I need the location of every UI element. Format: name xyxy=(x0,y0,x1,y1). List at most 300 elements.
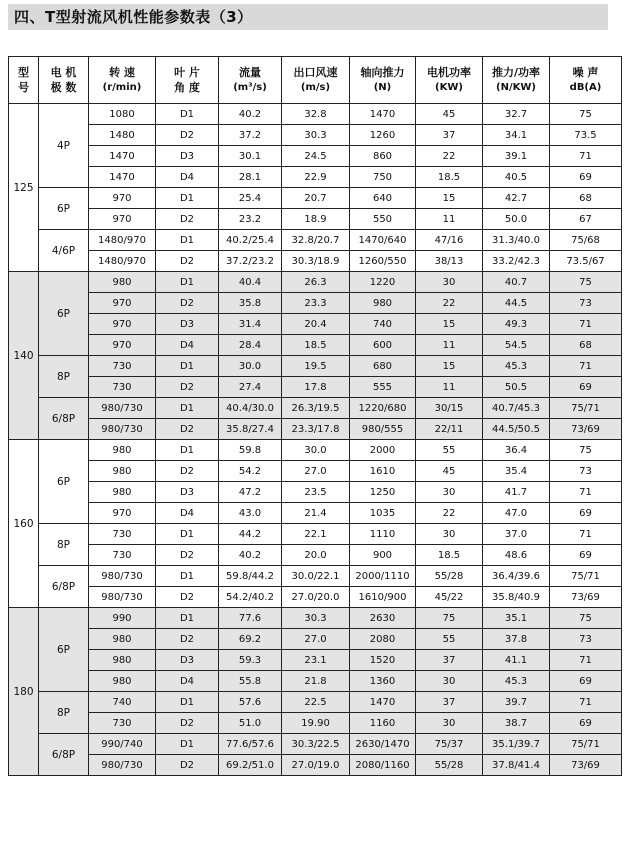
flow-cell: 30.1 xyxy=(219,146,282,167)
header-poles: 电 机 极 数 xyxy=(39,57,89,104)
ratio-cell: 39.7 xyxy=(483,692,550,713)
speed-cell: 980/730 xyxy=(89,419,156,440)
thrust-cell: 550 xyxy=(350,209,416,230)
poles-cell: 6/8P xyxy=(39,398,89,440)
thrust-cell: 600 xyxy=(350,335,416,356)
flow-cell: 40.4 xyxy=(219,272,282,293)
speed-cell: 980/730 xyxy=(89,398,156,419)
thrust-cell: 1250 xyxy=(350,482,416,503)
speed-cell: 970 xyxy=(89,503,156,524)
ratio-cell: 32.7 xyxy=(483,104,550,125)
speed-cell: 980 xyxy=(89,272,156,293)
speed-cell: 980 xyxy=(89,461,156,482)
angle-cell: D1 xyxy=(156,356,219,377)
velocity-cell: 27.0 xyxy=(282,629,350,650)
thrust-cell: 2000 xyxy=(350,440,416,461)
speed-cell: 1480/970 xyxy=(89,230,156,251)
ratio-cell: 41.7 xyxy=(483,482,550,503)
noise-cell: 69 xyxy=(550,167,622,188)
speed-cell: 980 xyxy=(89,671,156,692)
angle-cell: D2 xyxy=(156,755,219,776)
thrust-cell: 1220 xyxy=(350,272,416,293)
power-cell: 18.5 xyxy=(416,545,483,566)
angle-cell: D2 xyxy=(156,419,219,440)
angle-cell: D1 xyxy=(156,272,219,293)
angle-cell: D4 xyxy=(156,335,219,356)
flow-cell: 69.2 xyxy=(219,629,282,650)
header-noise: 噪 声 dB(A) xyxy=(550,57,622,104)
table-row xyxy=(9,524,622,545)
table-row xyxy=(9,398,622,419)
thrust-cell: 1260/550 xyxy=(350,251,416,272)
flow-cell: 28.4 xyxy=(219,335,282,356)
speed-cell: 970 xyxy=(89,335,156,356)
angle-cell: D1 xyxy=(156,734,219,755)
angle-cell: D2 xyxy=(156,629,219,650)
velocity-cell: 30.3/22.5 xyxy=(282,734,350,755)
velocity-cell: 23.3/17.8 xyxy=(282,419,350,440)
flow-cell: 40.2 xyxy=(219,104,282,125)
table-row xyxy=(9,503,622,524)
power-cell: 30 xyxy=(416,713,483,734)
power-cell: 75/37 xyxy=(416,734,483,755)
power-cell: 15 xyxy=(416,188,483,209)
angle-cell: D1 xyxy=(156,104,219,125)
speed-cell: 730 xyxy=(89,377,156,398)
angle-cell: D4 xyxy=(156,167,219,188)
velocity-cell: 19.90 xyxy=(282,713,350,734)
thrust-cell: 1470 xyxy=(350,692,416,713)
power-cell: 22 xyxy=(416,293,483,314)
noise-cell: 73 xyxy=(550,629,622,650)
flow-cell: 54.2 xyxy=(219,461,282,482)
speed-cell: 1470 xyxy=(89,167,156,188)
velocity-cell: 21.4 xyxy=(282,503,350,524)
angle-cell: D3 xyxy=(156,314,219,335)
power-cell: 22 xyxy=(416,146,483,167)
table-row xyxy=(9,356,622,377)
thrust-cell: 1160 xyxy=(350,713,416,734)
speed-cell: 990/740 xyxy=(89,734,156,755)
table-row xyxy=(9,734,622,755)
angle-cell: D2 xyxy=(156,713,219,734)
flow-cell: 51.0 xyxy=(219,713,282,734)
angle-cell: D1 xyxy=(156,608,219,629)
velocity-cell: 23.5 xyxy=(282,482,350,503)
header-angle: 叶 片 角 度 xyxy=(156,57,219,104)
table-row xyxy=(9,167,622,188)
speed-cell: 1470 xyxy=(89,146,156,167)
page-title: 四、T型射流风机性能参数表（3） xyxy=(8,4,608,30)
power-cell: 37 xyxy=(416,125,483,146)
noise-cell: 69 xyxy=(550,671,622,692)
noise-cell: 69 xyxy=(550,713,622,734)
header-flow: 流量 (m³/s) xyxy=(219,57,282,104)
ratio-cell: 36.4 xyxy=(483,440,550,461)
table-row xyxy=(9,377,622,398)
angle-cell: D2 xyxy=(156,251,219,272)
model-cell: 140 xyxy=(9,272,39,440)
speed-cell: 730 xyxy=(89,524,156,545)
ratio-cell: 40.7 xyxy=(483,272,550,293)
speed-cell: 980 xyxy=(89,650,156,671)
velocity-cell: 27.0/19.0 xyxy=(282,755,350,776)
angle-cell: D3 xyxy=(156,650,219,671)
flow-cell: 59.8 xyxy=(219,440,282,461)
angle-cell: D1 xyxy=(156,566,219,587)
power-cell: 30/15 xyxy=(416,398,483,419)
velocity-cell: 30.3 xyxy=(282,608,350,629)
flow-cell: 37.2/23.2 xyxy=(219,251,282,272)
power-cell: 75 xyxy=(416,608,483,629)
flow-cell: 77.6 xyxy=(219,608,282,629)
speed-cell: 980/730 xyxy=(89,755,156,776)
angle-cell: D2 xyxy=(156,209,219,230)
table-row xyxy=(9,293,622,314)
power-cell: 37 xyxy=(416,692,483,713)
ratio-cell: 47.0 xyxy=(483,503,550,524)
velocity-cell: 19.5 xyxy=(282,356,350,377)
ratio-cell: 44.5/50.5 xyxy=(483,419,550,440)
angle-cell: D2 xyxy=(156,461,219,482)
noise-cell: 73/69 xyxy=(550,755,622,776)
table-row xyxy=(9,209,622,230)
power-cell: 15 xyxy=(416,356,483,377)
ratio-cell: 31.3/40.0 xyxy=(483,230,550,251)
model-cell: 180 xyxy=(9,608,39,776)
thrust-cell: 900 xyxy=(350,545,416,566)
speed-cell: 980 xyxy=(89,440,156,461)
noise-cell: 71 xyxy=(550,314,622,335)
ratio-cell: 42.7 xyxy=(483,188,550,209)
noise-cell: 73 xyxy=(550,293,622,314)
ratio-cell: 44.5 xyxy=(483,293,550,314)
table-row xyxy=(9,188,622,209)
speed-cell: 970 xyxy=(89,314,156,335)
ratio-cell: 37.8 xyxy=(483,629,550,650)
noise-cell: 69 xyxy=(550,545,622,566)
power-cell: 22/11 xyxy=(416,419,483,440)
angle-cell: D1 xyxy=(156,524,219,545)
noise-cell: 71 xyxy=(550,482,622,503)
angle-cell: D4 xyxy=(156,503,219,524)
flow-cell: 47.2 xyxy=(219,482,282,503)
flow-cell: 37.2 xyxy=(219,125,282,146)
ratio-cell: 38.7 xyxy=(483,713,550,734)
poles-cell: 4/6P xyxy=(39,230,89,272)
poles-cell: 6/8P xyxy=(39,566,89,608)
speed-cell: 740 xyxy=(89,692,156,713)
speed-cell: 990 xyxy=(89,608,156,629)
angle-cell: D2 xyxy=(156,587,219,608)
thrust-cell: 2080 xyxy=(350,629,416,650)
velocity-cell: 30.0 xyxy=(282,440,350,461)
angle-cell: D1 xyxy=(156,398,219,419)
poles-cell: 8P xyxy=(39,356,89,398)
velocity-cell: 26.3 xyxy=(282,272,350,293)
noise-cell: 73/69 xyxy=(550,587,622,608)
poles-cell: 6P xyxy=(39,272,89,356)
thrust-cell: 1260 xyxy=(350,125,416,146)
table-row xyxy=(9,650,622,671)
thrust-cell: 680 xyxy=(350,356,416,377)
speed-cell: 980/730 xyxy=(89,587,156,608)
noise-cell: 73.5/67 xyxy=(550,251,622,272)
noise-cell: 73/69 xyxy=(550,419,622,440)
noise-cell: 75 xyxy=(550,272,622,293)
performance-table xyxy=(8,56,622,776)
power-cell: 18.5 xyxy=(416,167,483,188)
noise-cell: 69 xyxy=(550,377,622,398)
speed-cell: 980/730 xyxy=(89,566,156,587)
speed-cell: 730 xyxy=(89,356,156,377)
noise-cell: 75/71 xyxy=(550,566,622,587)
thrust-cell: 1610/900 xyxy=(350,587,416,608)
speed-cell: 980 xyxy=(89,482,156,503)
power-cell: 11 xyxy=(416,377,483,398)
table-row xyxy=(9,608,622,629)
velocity-cell: 30.3/18.9 xyxy=(282,251,350,272)
ratio-cell: 40.7/45.3 xyxy=(483,398,550,419)
noise-cell: 67 xyxy=(550,209,622,230)
ratio-cell: 34.1 xyxy=(483,125,550,146)
poles-cell: 6P xyxy=(39,188,89,230)
poles-cell: 6P xyxy=(39,440,89,524)
power-cell: 22 xyxy=(416,503,483,524)
table-row xyxy=(9,230,622,251)
noise-cell: 75/71 xyxy=(550,398,622,419)
angle-cell: D2 xyxy=(156,125,219,146)
flow-cell: 31.4 xyxy=(219,314,282,335)
table-row xyxy=(9,104,622,125)
flow-cell: 59.8/44.2 xyxy=(219,566,282,587)
velocity-cell: 22.9 xyxy=(282,167,350,188)
power-cell: 45 xyxy=(416,104,483,125)
table-row xyxy=(9,419,622,440)
ratio-cell: 37.8/41.4 xyxy=(483,755,550,776)
table-row xyxy=(9,713,622,734)
noise-cell: 75 xyxy=(550,608,622,629)
power-cell: 30 xyxy=(416,272,483,293)
velocity-cell: 20.7 xyxy=(282,188,350,209)
thrust-cell: 860 xyxy=(350,146,416,167)
noise-cell: 75 xyxy=(550,440,622,461)
noise-cell: 73.5 xyxy=(550,125,622,146)
velocity-cell: 26.3/19.5 xyxy=(282,398,350,419)
header-power: 电机功率 (KW) xyxy=(416,57,483,104)
power-cell: 38/13 xyxy=(416,251,483,272)
flow-cell: 23.2 xyxy=(219,209,282,230)
velocity-cell: 18.9 xyxy=(282,209,350,230)
angle-cell: D1 xyxy=(156,440,219,461)
header-model: 型 号 xyxy=(9,57,39,104)
noise-cell: 71 xyxy=(550,650,622,671)
power-cell: 30 xyxy=(416,524,483,545)
flow-cell: 54.2/40.2 xyxy=(219,587,282,608)
thrust-cell: 980/555 xyxy=(350,419,416,440)
noise-cell: 69 xyxy=(550,503,622,524)
thrust-cell: 1035 xyxy=(350,503,416,524)
table-row xyxy=(9,482,622,503)
thrust-cell: 750 xyxy=(350,167,416,188)
table-row xyxy=(9,629,622,650)
model-group-140 xyxy=(9,272,622,440)
table-row xyxy=(9,272,622,293)
speed-cell: 970 xyxy=(89,293,156,314)
table-row xyxy=(9,251,622,272)
model-cell: 160 xyxy=(9,440,39,608)
thrust-cell: 1520 xyxy=(350,650,416,671)
thrust-cell: 640 xyxy=(350,188,416,209)
poles-cell: 6P xyxy=(39,608,89,692)
ratio-cell: 40.5 xyxy=(483,167,550,188)
poles-cell: 4P xyxy=(39,104,89,188)
thrust-cell: 740 xyxy=(350,314,416,335)
ratio-cell: 35.1 xyxy=(483,608,550,629)
thrust-cell: 1110 xyxy=(350,524,416,545)
thrust-cell: 1470 xyxy=(350,104,416,125)
angle-cell: D1 xyxy=(156,188,219,209)
velocity-cell: 30.0/22.1 xyxy=(282,566,350,587)
ratio-cell: 48.6 xyxy=(483,545,550,566)
thrust-cell: 2630/1470 xyxy=(350,734,416,755)
flow-cell: 55.8 xyxy=(219,671,282,692)
ratio-cell: 39.1 xyxy=(483,146,550,167)
noise-cell: 75/71 xyxy=(550,734,622,755)
table-row xyxy=(9,671,622,692)
speed-cell: 1080 xyxy=(89,104,156,125)
angle-cell: D3 xyxy=(156,482,219,503)
power-cell: 45 xyxy=(416,461,483,482)
velocity-cell: 27.0 xyxy=(282,461,350,482)
speed-cell: 730 xyxy=(89,713,156,734)
velocity-cell: 23.3 xyxy=(282,293,350,314)
ratio-cell: 41.1 xyxy=(483,650,550,671)
model-group-125 xyxy=(9,104,622,272)
flow-cell: 59.3 xyxy=(219,650,282,671)
table-row xyxy=(9,125,622,146)
table-row xyxy=(9,440,622,461)
flow-cell: 40.2 xyxy=(219,545,282,566)
thrust-cell: 1360 xyxy=(350,671,416,692)
power-cell: 11 xyxy=(416,209,483,230)
ratio-cell: 45.3 xyxy=(483,671,550,692)
power-cell: 11 xyxy=(416,335,483,356)
noise-cell: 71 xyxy=(550,692,622,713)
thrust-cell: 1470/640 xyxy=(350,230,416,251)
thrust-cell: 1220/680 xyxy=(350,398,416,419)
thrust-cell: 2080/1160 xyxy=(350,755,416,776)
header-row xyxy=(9,57,622,104)
thrust-cell: 1610 xyxy=(350,461,416,482)
flow-cell: 69.2/51.0 xyxy=(219,755,282,776)
ratio-cell: 37.0 xyxy=(483,524,550,545)
power-cell: 55/28 xyxy=(416,566,483,587)
speed-cell: 1480/970 xyxy=(89,251,156,272)
noise-cell: 68 xyxy=(550,188,622,209)
angle-cell: D2 xyxy=(156,545,219,566)
table-row xyxy=(9,587,622,608)
velocity-cell: 32.8 xyxy=(282,104,350,125)
table-row xyxy=(9,146,622,167)
power-cell: 47/16 xyxy=(416,230,483,251)
flow-cell: 27.4 xyxy=(219,377,282,398)
table-row xyxy=(9,335,622,356)
velocity-cell: 17.8 xyxy=(282,377,350,398)
flow-cell: 44.2 xyxy=(219,524,282,545)
power-cell: 45/22 xyxy=(416,587,483,608)
angle-cell: D3 xyxy=(156,146,219,167)
ratio-cell: 54.5 xyxy=(483,335,550,356)
flow-cell: 30.0 xyxy=(219,356,282,377)
power-cell: 30 xyxy=(416,482,483,503)
table-row xyxy=(9,755,622,776)
speed-cell: 730 xyxy=(89,545,156,566)
poles-cell: 6/8P xyxy=(39,734,89,776)
poles-cell: 8P xyxy=(39,524,89,566)
noise-cell: 75/68 xyxy=(550,230,622,251)
ratio-cell: 36.4/39.6 xyxy=(483,566,550,587)
table-row xyxy=(9,692,622,713)
thrust-cell: 555 xyxy=(350,377,416,398)
power-cell: 37 xyxy=(416,650,483,671)
noise-cell: 71 xyxy=(550,356,622,377)
ratio-cell: 35.1/39.7 xyxy=(483,734,550,755)
velocity-cell: 32.8/20.7 xyxy=(282,230,350,251)
noise-cell: 73 xyxy=(550,461,622,482)
table-row xyxy=(9,314,622,335)
ratio-cell: 33.2/42.3 xyxy=(483,251,550,272)
ratio-cell: 35.8/40.9 xyxy=(483,587,550,608)
angle-cell: D4 xyxy=(156,671,219,692)
velocity-cell: 21.8 xyxy=(282,671,350,692)
angle-cell: D2 xyxy=(156,293,219,314)
ratio-cell: 50.5 xyxy=(483,377,550,398)
flow-cell: 28.1 xyxy=(219,167,282,188)
velocity-cell: 24.5 xyxy=(282,146,350,167)
velocity-cell: 27.0/20.0 xyxy=(282,587,350,608)
flow-cell: 40.4/30.0 xyxy=(219,398,282,419)
ratio-cell: 50.0 xyxy=(483,209,550,230)
velocity-cell: 18.5 xyxy=(282,335,350,356)
speed-cell: 970 xyxy=(89,209,156,230)
velocity-cell: 22.5 xyxy=(282,692,350,713)
header-velocity: 出口风速 (m/s) xyxy=(282,57,350,104)
flow-cell: 40.2/25.4 xyxy=(219,230,282,251)
flow-cell: 25.4 xyxy=(219,188,282,209)
velocity-cell: 23.1 xyxy=(282,650,350,671)
flow-cell: 35.8/27.4 xyxy=(219,419,282,440)
angle-cell: D2 xyxy=(156,377,219,398)
header-thrust: 轴向推力 (N) xyxy=(350,57,416,104)
power-cell: 15 xyxy=(416,314,483,335)
angle-cell: D1 xyxy=(156,230,219,251)
speed-cell: 1480 xyxy=(89,125,156,146)
power-cell: 55 xyxy=(416,440,483,461)
ratio-cell: 45.3 xyxy=(483,356,550,377)
noise-cell: 75 xyxy=(550,104,622,125)
header-ratio: 推力/功率 (N/KW) xyxy=(483,57,550,104)
ratio-cell: 35.4 xyxy=(483,461,550,482)
noise-cell: 71 xyxy=(550,146,622,167)
power-cell: 55 xyxy=(416,629,483,650)
power-cell: 30 xyxy=(416,671,483,692)
table-row xyxy=(9,461,622,482)
model-group-160 xyxy=(9,440,622,608)
thrust-cell: 980 xyxy=(350,293,416,314)
velocity-cell: 22.1 xyxy=(282,524,350,545)
thrust-cell: 2000/1110 xyxy=(350,566,416,587)
